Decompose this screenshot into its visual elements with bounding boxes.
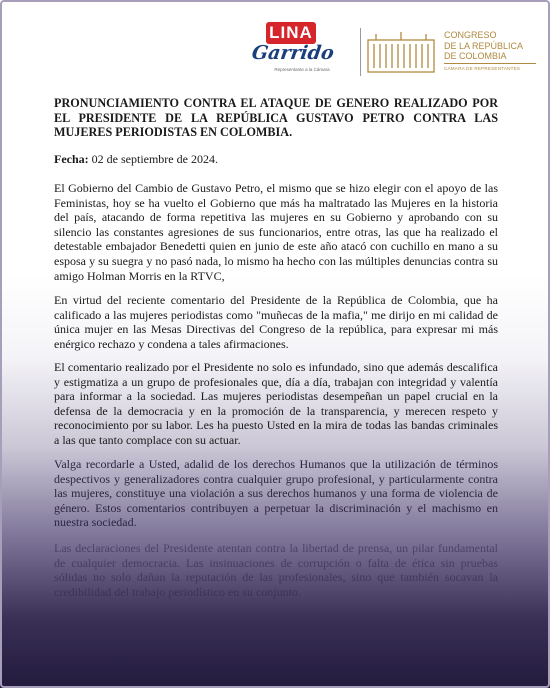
congreso-logo-text (444, 30, 536, 72)
paragraph-3: El comentario realizado por el Presidente no solo es infundado, sino que además descalifica y estigmatiza a un grupo de profesionales que, día a día, trabajan con integridad y valentía para informar a la sociedad. Las mujeres periodistas desempeñan un papel crucial en la defensa de la democracia y en la promoción de la transparencia, y merecen respeto y reconocimiento por su labor. Les ha puesto Usted en la mira de todas las bandas criminales a las que tanto complace con su actuar. (54, 360, 498, 447)
congreso-line-3: DE COLOMBIA (444, 51, 507, 61)
logo-divider (360, 28, 361, 76)
paragraph-1: El Gobierno del Cambio de Gustavo Petro, el mismo que se hizo elegir con el apoyo de las Feministas, hoy se ha vuelto el Gobierno que más ha maltratado las Mujeres en la historia del país, atacando de forma repetitiva las mujeres en su Gobierno y aprobando con su silencio las constantes agresiones de sus funcionarios, entre otras, las que ha realizado el detestable embajador Benedetti quien en junio de este año atacó con cuchillo en mano a su esposa y su suegra y no pasó nada, lo mismo ha hecho con las múltiples denuncias contra su amigo Holman Morris en la RTVC, (54, 181, 498, 283)
congreso-line-4: CÁMARA DE REPRESENTANTES (444, 63, 536, 72)
lina-logo-surname: Garrido (250, 42, 336, 64)
congreso-logo (366, 28, 538, 78)
congreso-line-2: DE LA REPÚBLICA (444, 40, 524, 51)
capitol-icon (366, 30, 436, 74)
date-label: Fecha: (54, 152, 89, 166)
paragraph-4: Valga recordarle a Usted, adalid de los derechos Humanos que la utilización de términos despectivos y generalizadores contra cualquier grupo profesional, y particularmente contra las mujeres, constituye una violación a sus derechos humanos y una forma de violencia de género. Estos comentarios contribuyen a perpetuar la discriminación y el machismo en nuestra sociedad. (54, 457, 498, 530)
paragraph-5: Las declaraciones del Presidente atentan contra la libertad de prensa, un pilar fundamental de cualquier democracia. Las insinuaciones de corrupción o falta de ética sin pruebas sólidas no solo dañan la reputación de las profesionales, sino que también socavan la credibilidad del trabajo periodístico en su conjunto. (54, 541, 498, 599)
lina-logo-tagline: Representante a la Cámara (274, 67, 330, 72)
document-date (54, 152, 498, 167)
date-value: 02 de septiembre de 2024. (88, 152, 218, 166)
congreso-line-1: CONGRESO (444, 30, 497, 40)
lina-logo-badge: LINA (266, 22, 316, 44)
paragraph-2: En virtud del reciente comentario del Presidente de la República de Colombia, que ha calificado a las mujeres periodistas como "muñecas de la mafia," me dirijo en mi calidad de única mujer en las Mesas Directivas del Congreso de la república, para expresar mi más enérgico rechazo y condena a tales afirmaciones. (54, 293, 498, 351)
lina-garrido-logo (250, 22, 350, 78)
document-title: PRONUNCIAMIENTO CONTRA EL ATAQUE DE GENERO REALIZADO POR EL PRESIDENTE DE LA REPÚBLICA GUSTAVO PETRO CONTRA LAS MUJERES PERIODISTAS EN COLOMBIA. (54, 96, 498, 139)
